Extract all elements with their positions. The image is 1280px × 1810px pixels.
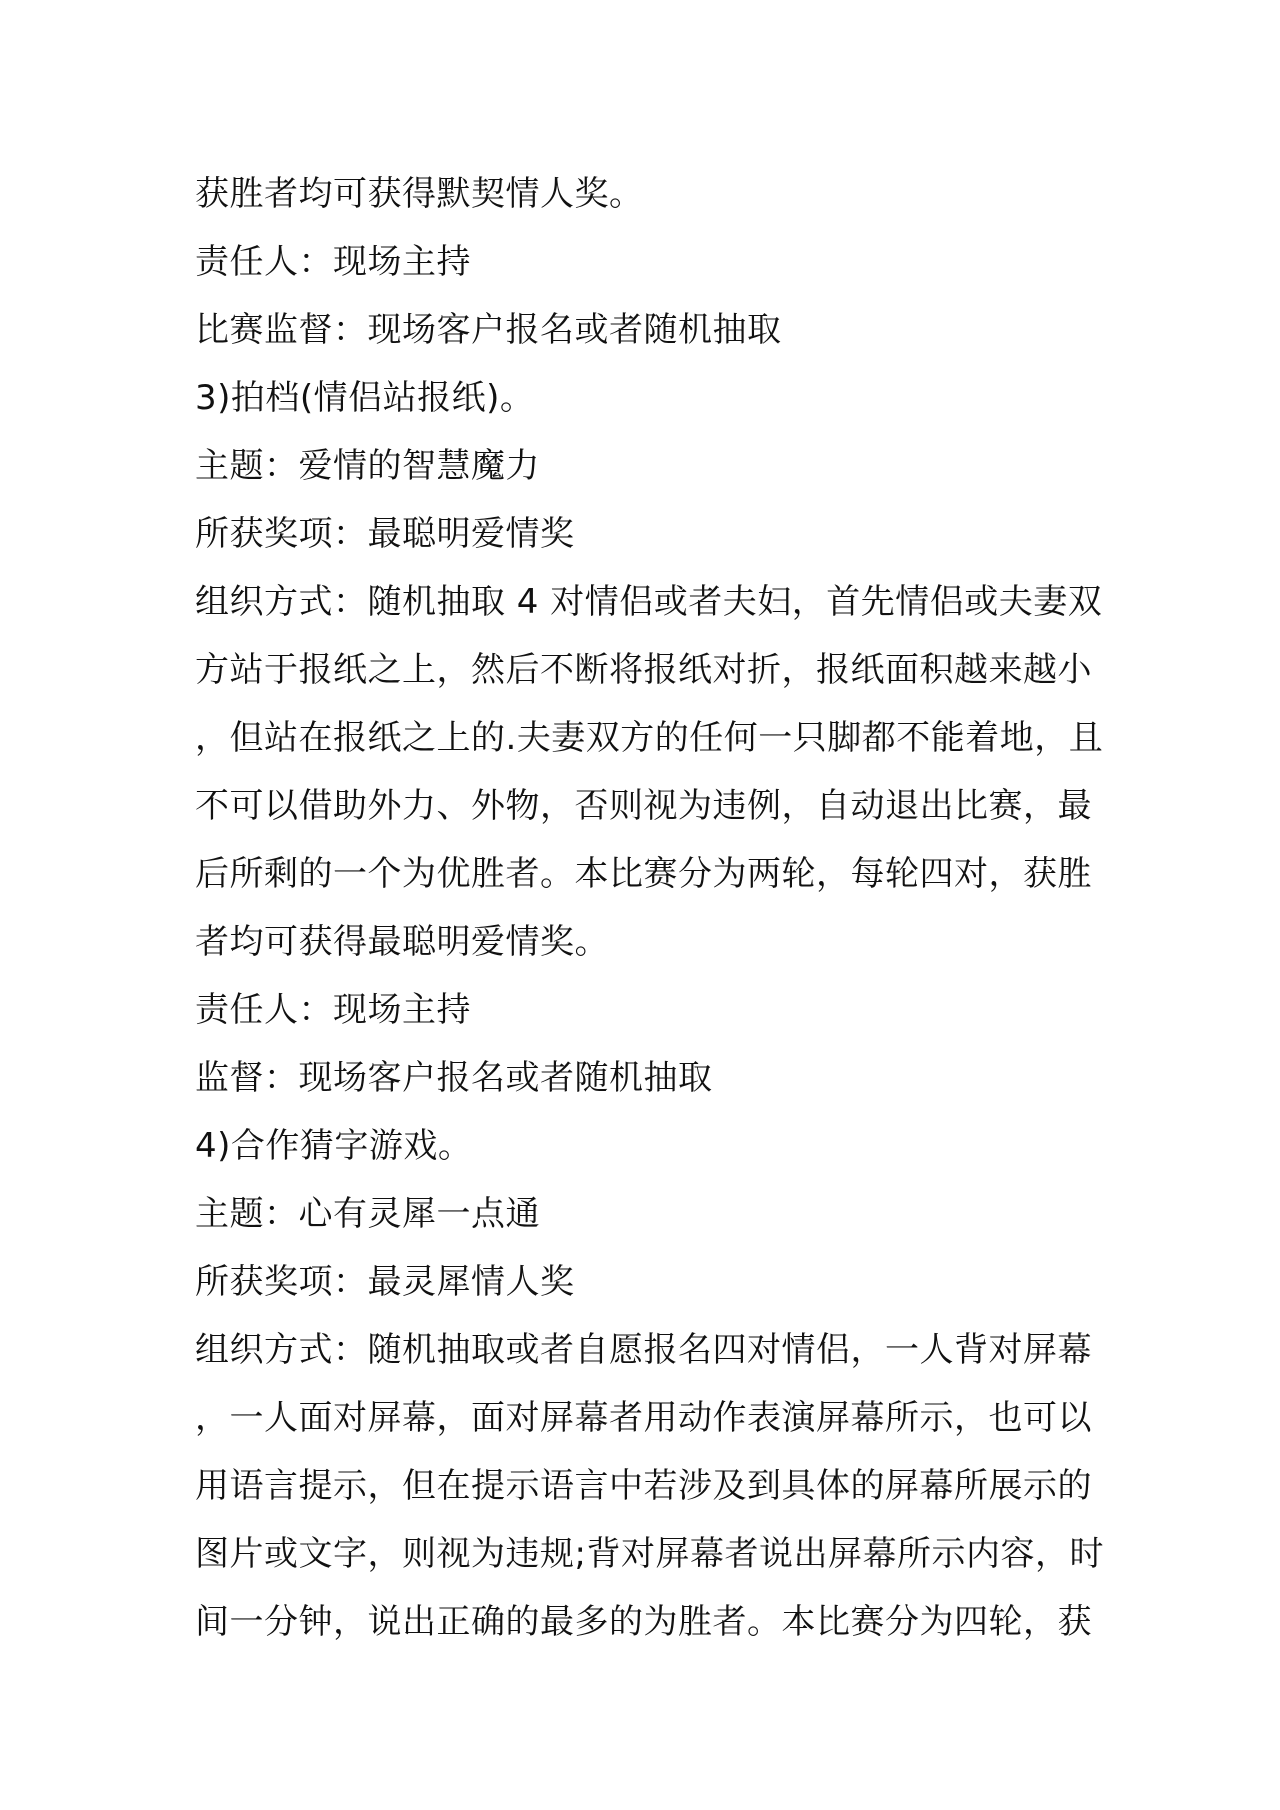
section-heading: 4)合作猜字游戏。	[195, 1126, 473, 1166]
text-line: 用语言提示，但在提示语言中若涉及到具体的屏幕所展示的	[195, 1466, 1092, 1506]
text-line: 获胜者均可获得默契情人奖。	[195, 174, 644, 214]
text-line: 主题：心有灵犀一点通	[195, 1194, 540, 1234]
text-line: 组织方式：随机抽取 4 对情侣或者夫妇，首先情侣或夫妻双	[195, 582, 1103, 622]
text-line: 不可以借助外力、外物，否则视为违例，自动退出比赛，最	[195, 786, 1092, 826]
text-line: 后所剩的一个为优胜者。本比赛分为两轮，每轮四对，获胜	[195, 854, 1092, 894]
text-line: 方站于报纸之上，然后不断将报纸对折，报纸面积越来越小	[195, 650, 1092, 690]
text-line: 组织方式：随机抽取或者自愿报名四对情侣，一人背对屏幕	[195, 1330, 1092, 1370]
text-line: 监督：现场客户报名或者随机抽取	[195, 1058, 713, 1098]
text-line: 比赛监督：现场客户报名或者随机抽取	[195, 310, 782, 350]
text-line: 主题：爱情的智慧魔力	[195, 446, 540, 486]
text-line: 所获奖项：最聪明爱情奖	[195, 514, 575, 554]
text-line: ，一人面对屏幕，面对屏幕者用动作表演屏幕所示，也可以	[195, 1398, 1092, 1438]
text-line: 所获奖项：最灵犀情人奖	[195, 1262, 575, 1302]
section-heading: 3)拍档(情侣站报纸)。	[195, 378, 535, 418]
text-line: ，但站在报纸之上的.夫妻双方的任何一只脚都不能着地，且	[195, 718, 1104, 758]
document-body	[195, 160, 1104, 1656]
text-line: 图片或文字，则视为违规;背对屏幕者说出屏幕所示内容，时	[195, 1534, 1104, 1574]
text-line: 责任人：现场主持	[195, 990, 471, 1030]
text-line: 者均可获得最聪明爱情奖。	[195, 922, 609, 962]
text-line: 责任人：现场主持	[195, 242, 471, 282]
text-line: 间一分钟，说出正确的最多的为胜者。本比赛分为四轮，获	[195, 1602, 1092, 1642]
